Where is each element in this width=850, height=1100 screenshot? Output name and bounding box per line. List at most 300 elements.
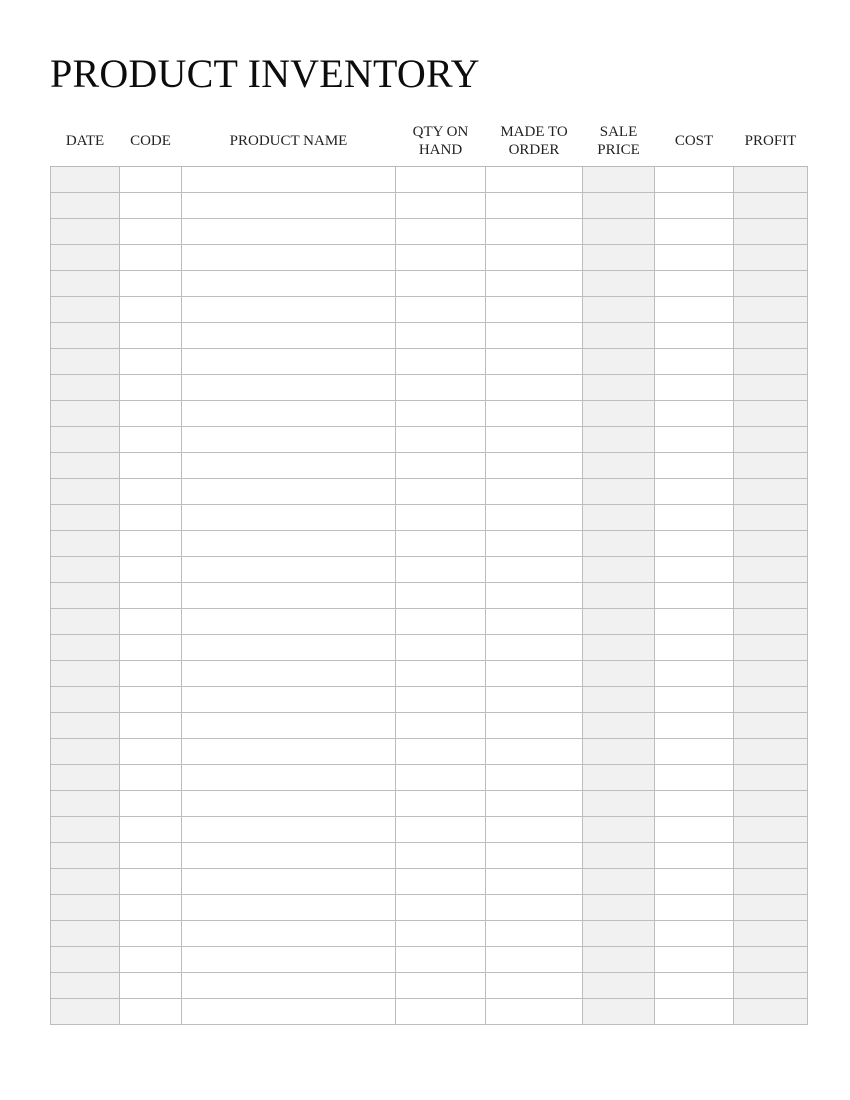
cell-cost[interactable]: [655, 791, 734, 817]
cell-product-name[interactable]: [182, 609, 396, 635]
cell-product-name[interactable]: [182, 297, 396, 323]
cell-profit[interactable]: [734, 895, 808, 921]
cell-qty-on-hand[interactable]: [396, 999, 486, 1025]
table-row: [51, 323, 808, 349]
cell-cost[interactable]: [655, 557, 734, 583]
cell-product-name[interactable]: [182, 765, 396, 791]
cell-code[interactable]: [120, 973, 182, 999]
table-row: [51, 921, 808, 947]
cell-made-to-order[interactable]: [486, 713, 583, 739]
cell-sale-price[interactable]: [583, 349, 655, 375]
cell-qty-on-hand[interactable]: [396, 947, 486, 973]
cell-code[interactable]: [120, 531, 182, 557]
cell-date[interactable]: [51, 375, 120, 401]
cell-profit[interactable]: [734, 401, 808, 427]
cell-cost[interactable]: [655, 375, 734, 401]
cell-date[interactable]: [51, 479, 120, 505]
cell-product-name[interactable]: [182, 739, 396, 765]
cell-date[interactable]: [51, 739, 120, 765]
table-row: [51, 375, 808, 401]
cell-date[interactable]: [51, 947, 120, 973]
cell-sale-price[interactable]: [583, 531, 655, 557]
cell-product-name[interactable]: [182, 973, 396, 999]
cell-sale-price[interactable]: [583, 609, 655, 635]
cell-date[interactable]: [51, 167, 120, 193]
cell-sale-price[interactable]: [583, 453, 655, 479]
cell-made-to-order[interactable]: [486, 271, 583, 297]
cell-code[interactable]: [120, 713, 182, 739]
cell-profit[interactable]: [734, 843, 808, 869]
cell-profit[interactable]: [734, 687, 808, 713]
cell-cost[interactable]: [655, 323, 734, 349]
cell-profit[interactable]: [734, 297, 808, 323]
cell-date[interactable]: [51, 271, 120, 297]
cell-product-name[interactable]: [182, 791, 396, 817]
cell-cost[interactable]: [655, 921, 734, 947]
cell-made-to-order[interactable]: [486, 661, 583, 687]
cell-made-to-order[interactable]: [486, 583, 583, 609]
cell-product-name[interactable]: [182, 167, 396, 193]
cell-profit[interactable]: [734, 817, 808, 843]
cell-qty-on-hand[interactable]: [396, 687, 486, 713]
table-row: [51, 999, 808, 1025]
cell-made-to-order[interactable]: [486, 739, 583, 765]
cell-sale-price[interactable]: [583, 895, 655, 921]
table-row: [51, 895, 808, 921]
cell-code[interactable]: [120, 739, 182, 765]
cell-sale-price[interactable]: [583, 427, 655, 453]
cell-date[interactable]: [51, 245, 120, 271]
cell-product-name[interactable]: [182, 323, 396, 349]
cell-sale-price[interactable]: [583, 869, 655, 895]
cell-profit[interactable]: [734, 713, 808, 739]
cell-profit[interactable]: [734, 453, 808, 479]
cell-made-to-order[interactable]: [486, 479, 583, 505]
cell-qty-on-hand[interactable]: [396, 323, 486, 349]
cell-date[interactable]: [51, 219, 120, 245]
table-body: [51, 167, 808, 1025]
cell-code[interactable]: [120, 791, 182, 817]
cell-qty-on-hand[interactable]: [396, 765, 486, 791]
cell-sale-price[interactable]: [583, 167, 655, 193]
cell-product-name[interactable]: [182, 947, 396, 973]
cell-made-to-order[interactable]: [486, 817, 583, 843]
cell-product-name[interactable]: [182, 843, 396, 869]
cell-sale-price[interactable]: [583, 713, 655, 739]
cell-qty-on-hand[interactable]: [396, 531, 486, 557]
cell-code[interactable]: [120, 817, 182, 843]
cell-product-name[interactable]: [182, 245, 396, 271]
cell-date[interactable]: [51, 349, 120, 375]
cell-sale-price[interactable]: [583, 583, 655, 609]
cell-product-name[interactable]: [182, 349, 396, 375]
cell-product-name[interactable]: [182, 401, 396, 427]
cell-profit[interactable]: [734, 791, 808, 817]
cell-code[interactable]: [120, 557, 182, 583]
cell-product-name[interactable]: [182, 557, 396, 583]
column-header-qty-on-hand: QTY ON HAND: [396, 116, 486, 167]
header-row: [51, 116, 808, 167]
cell-product-name[interactable]: [182, 427, 396, 453]
cell-cost[interactable]: [655, 999, 734, 1025]
table-row: [51, 453, 808, 479]
cell-qty-on-hand[interactable]: [396, 635, 486, 661]
cell-code[interactable]: [120, 765, 182, 791]
cell-made-to-order[interactable]: [486, 843, 583, 869]
column-header-cost: COST: [655, 116, 734, 167]
cell-cost[interactable]: [655, 973, 734, 999]
cell-code[interactable]: [120, 427, 182, 453]
cell-cost[interactable]: [655, 167, 734, 193]
cell-made-to-order[interactable]: [486, 531, 583, 557]
cell-cost[interactable]: [655, 453, 734, 479]
cell-code[interactable]: [120, 635, 182, 661]
cell-sale-price[interactable]: [583, 219, 655, 245]
cell-sale-price[interactable]: [583, 999, 655, 1025]
cell-profit[interactable]: [734, 245, 808, 271]
cell-qty-on-hand[interactable]: [396, 583, 486, 609]
cell-qty-on-hand[interactable]: [396, 661, 486, 687]
cell-date[interactable]: [51, 635, 120, 661]
cell-sale-price[interactable]: [583, 505, 655, 531]
cell-qty-on-hand[interactable]: [396, 713, 486, 739]
cell-date[interactable]: [51, 609, 120, 635]
cell-qty-on-hand[interactable]: [396, 791, 486, 817]
cell-date[interactable]: [51, 401, 120, 427]
cell-date[interactable]: [51, 921, 120, 947]
cell-made-to-order[interactable]: [486, 349, 583, 375]
cell-cost[interactable]: [655, 869, 734, 895]
table-row: [51, 349, 808, 375]
cell-profit[interactable]: [734, 531, 808, 557]
cell-code[interactable]: [120, 245, 182, 271]
cell-cost[interactable]: [655, 661, 734, 687]
cell-profit[interactable]: [734, 505, 808, 531]
cell-profit[interactable]: [734, 219, 808, 245]
cell-made-to-order[interactable]: [486, 687, 583, 713]
cell-made-to-order[interactable]: [486, 219, 583, 245]
cell-made-to-order[interactable]: [486, 375, 583, 401]
cell-date[interactable]: [51, 843, 120, 869]
cell-code[interactable]: [120, 895, 182, 921]
column-header-date: DATE: [51, 116, 120, 167]
cell-product-name[interactable]: [182, 479, 396, 505]
cell-qty-on-hand[interactable]: [396, 557, 486, 583]
cell-cost[interactable]: [655, 193, 734, 219]
cell-sale-price[interactable]: [583, 557, 655, 583]
column-header-code: CODE: [120, 116, 182, 167]
cell-cost[interactable]: [655, 219, 734, 245]
cell-cost[interactable]: [655, 531, 734, 557]
cell-profit[interactable]: [734, 973, 808, 999]
cell-cost[interactable]: [655, 297, 734, 323]
cell-profit[interactable]: [734, 557, 808, 583]
cell-made-to-order[interactable]: [486, 505, 583, 531]
cell-code[interactable]: [120, 271, 182, 297]
cell-date[interactable]: [51, 869, 120, 895]
column-header-made-to-order: MADE TO ORDER: [486, 116, 583, 167]
cell-product-name[interactable]: [182, 531, 396, 557]
cell-sale-price[interactable]: [583, 791, 655, 817]
cell-code[interactable]: [120, 609, 182, 635]
cell-made-to-order[interactable]: [486, 323, 583, 349]
cell-made-to-order[interactable]: [486, 557, 583, 583]
cell-code[interactable]: [120, 661, 182, 687]
cell-code[interactable]: [120, 193, 182, 219]
cell-cost[interactable]: [655, 713, 734, 739]
cell-product-name[interactable]: [182, 193, 396, 219]
cell-qty-on-hand[interactable]: [396, 505, 486, 531]
cell-date[interactable]: [51, 817, 120, 843]
cell-profit[interactable]: [734, 661, 808, 687]
cell-profit[interactable]: [734, 193, 808, 219]
cell-qty-on-hand[interactable]: [396, 297, 486, 323]
cell-product-name[interactable]: [182, 687, 396, 713]
cell-qty-on-hand[interactable]: [396, 895, 486, 921]
table-row: [51, 791, 808, 817]
table-row: [51, 271, 808, 297]
cell-cost[interactable]: [655, 583, 734, 609]
column-header-product-name: PRODUCT NAME: [182, 116, 396, 167]
cell-product-name[interactable]: [182, 505, 396, 531]
cell-date[interactable]: [51, 791, 120, 817]
cell-cost[interactable]: [655, 505, 734, 531]
page-title: PRODUCT INVENTORY: [50, 51, 480, 96]
table-row: [51, 817, 808, 843]
cell-cost[interactable]: [655, 739, 734, 765]
cell-qty-on-hand[interactable]: [396, 973, 486, 999]
cell-product-name[interactable]: [182, 999, 396, 1025]
table-row: [51, 193, 808, 219]
cell-code[interactable]: [120, 505, 182, 531]
cell-sale-price[interactable]: [583, 739, 655, 765]
cell-profit[interactable]: [734, 349, 808, 375]
cell-code[interactable]: [120, 401, 182, 427]
cell-sale-price[interactable]: [583, 375, 655, 401]
cell-profit[interactable]: [734, 947, 808, 973]
cell-date[interactable]: [51, 323, 120, 349]
cell-product-name[interactable]: [182, 713, 396, 739]
cell-cost[interactable]: [655, 687, 734, 713]
cell-code[interactable]: [120, 921, 182, 947]
cell-qty-on-hand[interactable]: [396, 921, 486, 947]
cell-made-to-order[interactable]: [486, 453, 583, 479]
cell-date[interactable]: [51, 999, 120, 1025]
cell-made-to-order[interactable]: [486, 999, 583, 1025]
cell-sale-price[interactable]: [583, 297, 655, 323]
cell-qty-on-hand[interactable]: [396, 453, 486, 479]
cell-product-name[interactable]: [182, 583, 396, 609]
table-row: [51, 167, 808, 193]
cell-product-name[interactable]: [182, 817, 396, 843]
cell-profit[interactable]: [734, 323, 808, 349]
cell-cost[interactable]: [655, 817, 734, 843]
cell-qty-on-hand[interactable]: [396, 479, 486, 505]
cell-product-name[interactable]: [182, 661, 396, 687]
cell-made-to-order[interactable]: [486, 635, 583, 661]
cell-sale-price[interactable]: [583, 921, 655, 947]
cell-profit[interactable]: [734, 999, 808, 1025]
cell-profit[interactable]: [734, 765, 808, 791]
cell-product-name[interactable]: [182, 219, 396, 245]
cell-product-name[interactable]: [182, 635, 396, 661]
cell-code[interactable]: [120, 375, 182, 401]
cell-date[interactable]: [51, 427, 120, 453]
cell-code[interactable]: [120, 453, 182, 479]
cell-made-to-order[interactable]: [486, 973, 583, 999]
cell-cost[interactable]: [655, 765, 734, 791]
cell-qty-on-hand[interactable]: [396, 349, 486, 375]
cell-qty-on-hand[interactable]: [396, 609, 486, 635]
cell-code[interactable]: [120, 947, 182, 973]
cell-profit[interactable]: [734, 375, 808, 401]
cell-profit[interactable]: [734, 739, 808, 765]
table-row: [51, 297, 808, 323]
cell-profit[interactable]: [734, 271, 808, 297]
cell-sale-price[interactable]: [583, 401, 655, 427]
cell-code[interactable]: [120, 167, 182, 193]
table-row: [51, 609, 808, 635]
cell-made-to-order[interactable]: [486, 401, 583, 427]
table-row: [51, 843, 808, 869]
cell-qty-on-hand[interactable]: [396, 167, 486, 193]
cell-product-name[interactable]: [182, 271, 396, 297]
cell-sale-price[interactable]: [583, 947, 655, 973]
cell-cost[interactable]: [655, 401, 734, 427]
cell-profit[interactable]: [734, 869, 808, 895]
cell-qty-on-hand[interactable]: [396, 375, 486, 401]
cell-date[interactable]: [51, 687, 120, 713]
cell-code[interactable]: [120, 479, 182, 505]
cell-date[interactable]: [51, 583, 120, 609]
cell-cost[interactable]: [655, 479, 734, 505]
cell-code[interactable]: [120, 687, 182, 713]
cell-date[interactable]: [51, 765, 120, 791]
cell-cost[interactable]: [655, 843, 734, 869]
table-row: [51, 245, 808, 271]
cell-qty-on-hand[interactable]: [396, 869, 486, 895]
cell-qty-on-hand[interactable]: [396, 739, 486, 765]
cell-qty-on-hand[interactable]: [396, 843, 486, 869]
cell-made-to-order[interactable]: [486, 297, 583, 323]
cell-made-to-order[interactable]: [486, 609, 583, 635]
cell-date[interactable]: [51, 453, 120, 479]
cell-profit[interactable]: [734, 609, 808, 635]
cell-date[interactable]: [51, 557, 120, 583]
table-row: [51, 427, 808, 453]
cell-made-to-order[interactable]: [486, 791, 583, 817]
cell-cost[interactable]: [655, 609, 734, 635]
cell-code[interactable]: [120, 999, 182, 1025]
cell-profit[interactable]: [734, 479, 808, 505]
table-row: [51, 869, 808, 895]
cell-code[interactable]: [120, 323, 182, 349]
cell-code[interactable]: [120, 869, 182, 895]
cell-profit[interactable]: [734, 427, 808, 453]
cell-cost[interactable]: [655, 271, 734, 297]
cell-product-name[interactable]: [182, 869, 396, 895]
cell-qty-on-hand[interactable]: [396, 427, 486, 453]
cell-date[interactable]: [51, 713, 120, 739]
cell-profit[interactable]: [734, 635, 808, 661]
cell-sale-price[interactable]: [583, 687, 655, 713]
cell-date[interactable]: [51, 895, 120, 921]
cell-qty-on-hand[interactable]: [396, 817, 486, 843]
cell-made-to-order[interactable]: [486, 869, 583, 895]
cell-qty-on-hand[interactable]: [396, 271, 486, 297]
cell-made-to-order[interactable]: [486, 921, 583, 947]
cell-qty-on-hand[interactable]: [396, 245, 486, 271]
cell-sale-price[interactable]: [583, 271, 655, 297]
cell-made-to-order[interactable]: [486, 167, 583, 193]
cell-made-to-order[interactable]: [486, 947, 583, 973]
cell-made-to-order[interactable]: [486, 245, 583, 271]
cell-cost[interactable]: [655, 635, 734, 661]
cell-date[interactable]: [51, 193, 120, 219]
cell-qty-on-hand[interactable]: [396, 193, 486, 219]
cell-sale-price[interactable]: [583, 765, 655, 791]
cell-made-to-order[interactable]: [486, 427, 583, 453]
cell-code[interactable]: [120, 843, 182, 869]
cell-sale-price[interactable]: [583, 973, 655, 999]
cell-sale-price[interactable]: [583, 479, 655, 505]
cell-sale-price[interactable]: [583, 661, 655, 687]
cell-date[interactable]: [51, 297, 120, 323]
cell-code[interactable]: [120, 583, 182, 609]
cell-cost[interactable]: [655, 427, 734, 453]
cell-cost[interactable]: [655, 895, 734, 921]
cell-date[interactable]: [51, 661, 120, 687]
cell-made-to-order[interactable]: [486, 765, 583, 791]
cell-made-to-order[interactable]: [486, 895, 583, 921]
cell-cost[interactable]: [655, 947, 734, 973]
cell-code[interactable]: [120, 297, 182, 323]
cell-date[interactable]: [51, 531, 120, 557]
cell-product-name[interactable]: [182, 921, 396, 947]
cell-sale-price[interactable]: [583, 245, 655, 271]
column-header-profit: PROFIT: [734, 116, 808, 167]
table-row: [51, 401, 808, 427]
cell-profit[interactable]: [734, 583, 808, 609]
cell-sale-price[interactable]: [583, 635, 655, 661]
cell-cost[interactable]: [655, 349, 734, 375]
cell-date[interactable]: [51, 973, 120, 999]
table-row: [51, 765, 808, 791]
cell-qty-on-hand[interactable]: [396, 219, 486, 245]
table-row: [51, 947, 808, 973]
cell-made-to-order[interactable]: [486, 193, 583, 219]
cell-cost[interactable]: [655, 245, 734, 271]
cell-code[interactable]: [120, 219, 182, 245]
table-row: [51, 713, 808, 739]
table-row: [51, 505, 808, 531]
cell-sale-price[interactable]: [583, 843, 655, 869]
cell-date[interactable]: [51, 505, 120, 531]
cell-qty-on-hand[interactable]: [396, 401, 486, 427]
table-row: [51, 687, 808, 713]
cell-product-name[interactable]: [182, 453, 396, 479]
cell-profit[interactable]: [734, 167, 808, 193]
table-row: [51, 557, 808, 583]
cell-sale-price[interactable]: [583, 817, 655, 843]
cell-profit[interactable]: [734, 921, 808, 947]
cell-product-name[interactable]: [182, 895, 396, 921]
cell-product-name[interactable]: [182, 375, 396, 401]
cell-sale-price[interactable]: [583, 323, 655, 349]
cell-code[interactable]: [120, 349, 182, 375]
table-row: [51, 973, 808, 999]
cell-sale-price[interactable]: [583, 193, 655, 219]
